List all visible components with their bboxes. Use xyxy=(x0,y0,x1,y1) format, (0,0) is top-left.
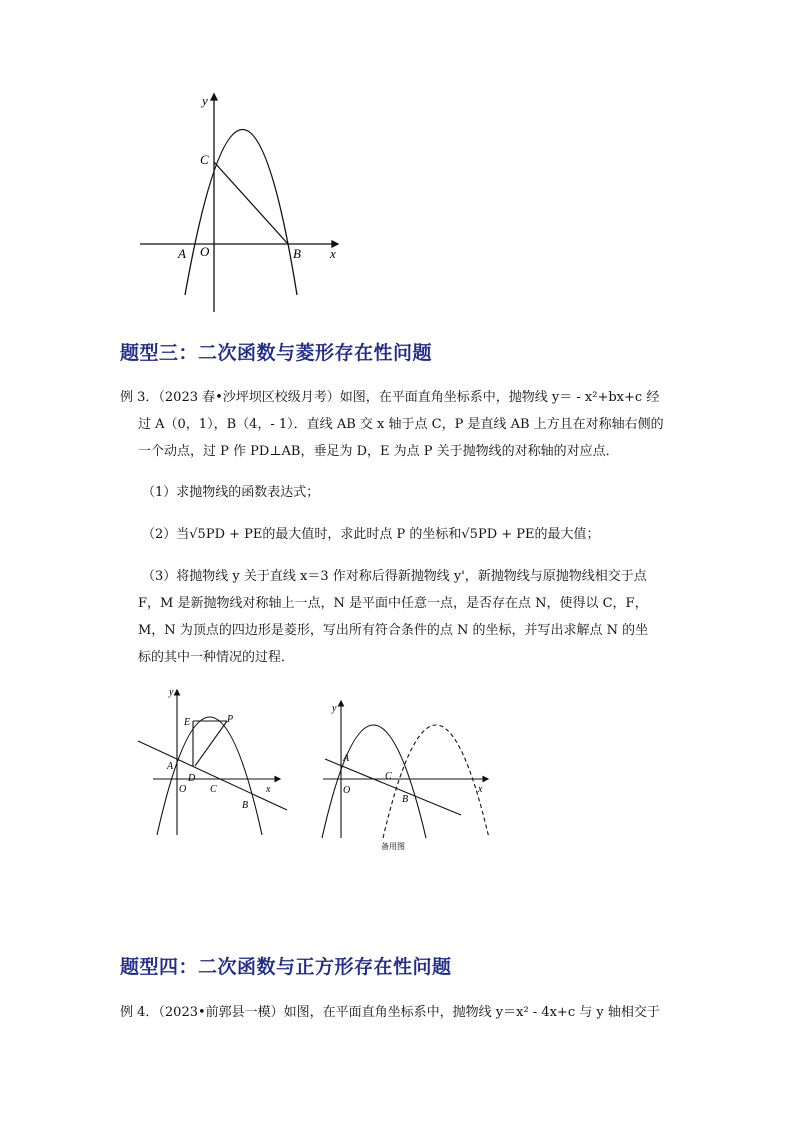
label-a: A xyxy=(167,761,174,772)
question-2: （2）当√5PD + PE的最大值时，求此时点 P 的坐标和√5PD + PE的最大值； xyxy=(142,527,600,542)
example-3-line-3: 一个动点，过 P 作 PD⊥AB，垂足为 D，E 为点 P 关于抛物线的对称轴的对应点． xyxy=(138,444,619,459)
question-3-line-1: （3）将抛物线 y 关于直线 x＝3 作对称后得新抛物线 y'，新抛物线与原抛物线相交于点 xyxy=(142,569,647,584)
y-axis-arrow xyxy=(175,690,180,695)
y-axis-arrow xyxy=(211,94,217,100)
figure-2 xyxy=(135,683,295,843)
segment-cb xyxy=(214,162,288,244)
parabola xyxy=(157,717,262,835)
x-axis-arrow xyxy=(275,777,280,782)
example-3-line-2: 过 A（0，1），B（4，- 1）．直线 AB 交 x 轴于点 C，P 是直线 AB 上方且在对称轴右侧的 xyxy=(138,417,664,432)
label-x: x xyxy=(266,784,271,795)
label-y: y xyxy=(332,703,337,714)
label-b: B xyxy=(402,794,409,805)
label-c: C xyxy=(210,784,217,795)
label-c: C xyxy=(385,771,392,782)
question-3-line-3: M，N 为顶点的四边形是菱形，写出所有符合条件的点 N 的坐标，并写出求解点 N 的坐 xyxy=(138,623,649,638)
x-axis-arrow xyxy=(483,777,488,782)
label-x: x xyxy=(478,784,483,795)
label-y: y xyxy=(169,687,174,698)
figure-1 xyxy=(130,88,360,318)
label-b: B xyxy=(293,246,301,261)
question-3-line-2: F，M 是新抛物线对称轴上一点，N 是平面中任意一点，是否存在点 N，使得以 C，F， xyxy=(138,596,648,611)
section-4-heading: 题型四：二次函数与正方形存在性问题 xyxy=(120,956,452,978)
label-o: O xyxy=(343,785,351,796)
label-b: B xyxy=(242,800,249,811)
example-4-line-1: 例 4．（2023•前郭县一模）如图，在平面直角坐标系中，抛物线 y＝x² - 4x+c 与 y 轴相交于 xyxy=(120,1005,660,1020)
label-a: A xyxy=(343,753,350,764)
label-p: P xyxy=(227,714,234,725)
label-x: x xyxy=(330,246,336,261)
label-y: y xyxy=(202,93,208,108)
example-3-line-1: 例 3．（2023 春•沙坪坝区校级月考）如图，在平面直角坐标系中，抛物线 y＝ - x²+bx+c 经 xyxy=(120,390,660,405)
reflected-parabola xyxy=(383,725,489,838)
figure-caption: 备用图 xyxy=(381,842,405,851)
parabola xyxy=(322,725,426,838)
question-1: （1）求抛物线的函数表达式； xyxy=(142,485,320,500)
figure-3 xyxy=(315,698,495,858)
segment-pd xyxy=(195,721,227,766)
label-o: O xyxy=(200,244,210,259)
line-ab xyxy=(138,741,287,810)
label-c: C xyxy=(200,152,209,167)
label-o: O xyxy=(179,784,187,795)
label-d: D xyxy=(188,773,196,784)
question-3-line-4: 标的其中一种情况的过程． xyxy=(138,650,295,665)
label-e: E xyxy=(184,717,191,728)
section-3-heading: 题型三：二次函数与菱形存在性问题 xyxy=(120,342,433,364)
y-axis-arrow xyxy=(339,701,344,706)
label-a: A xyxy=(178,246,186,261)
